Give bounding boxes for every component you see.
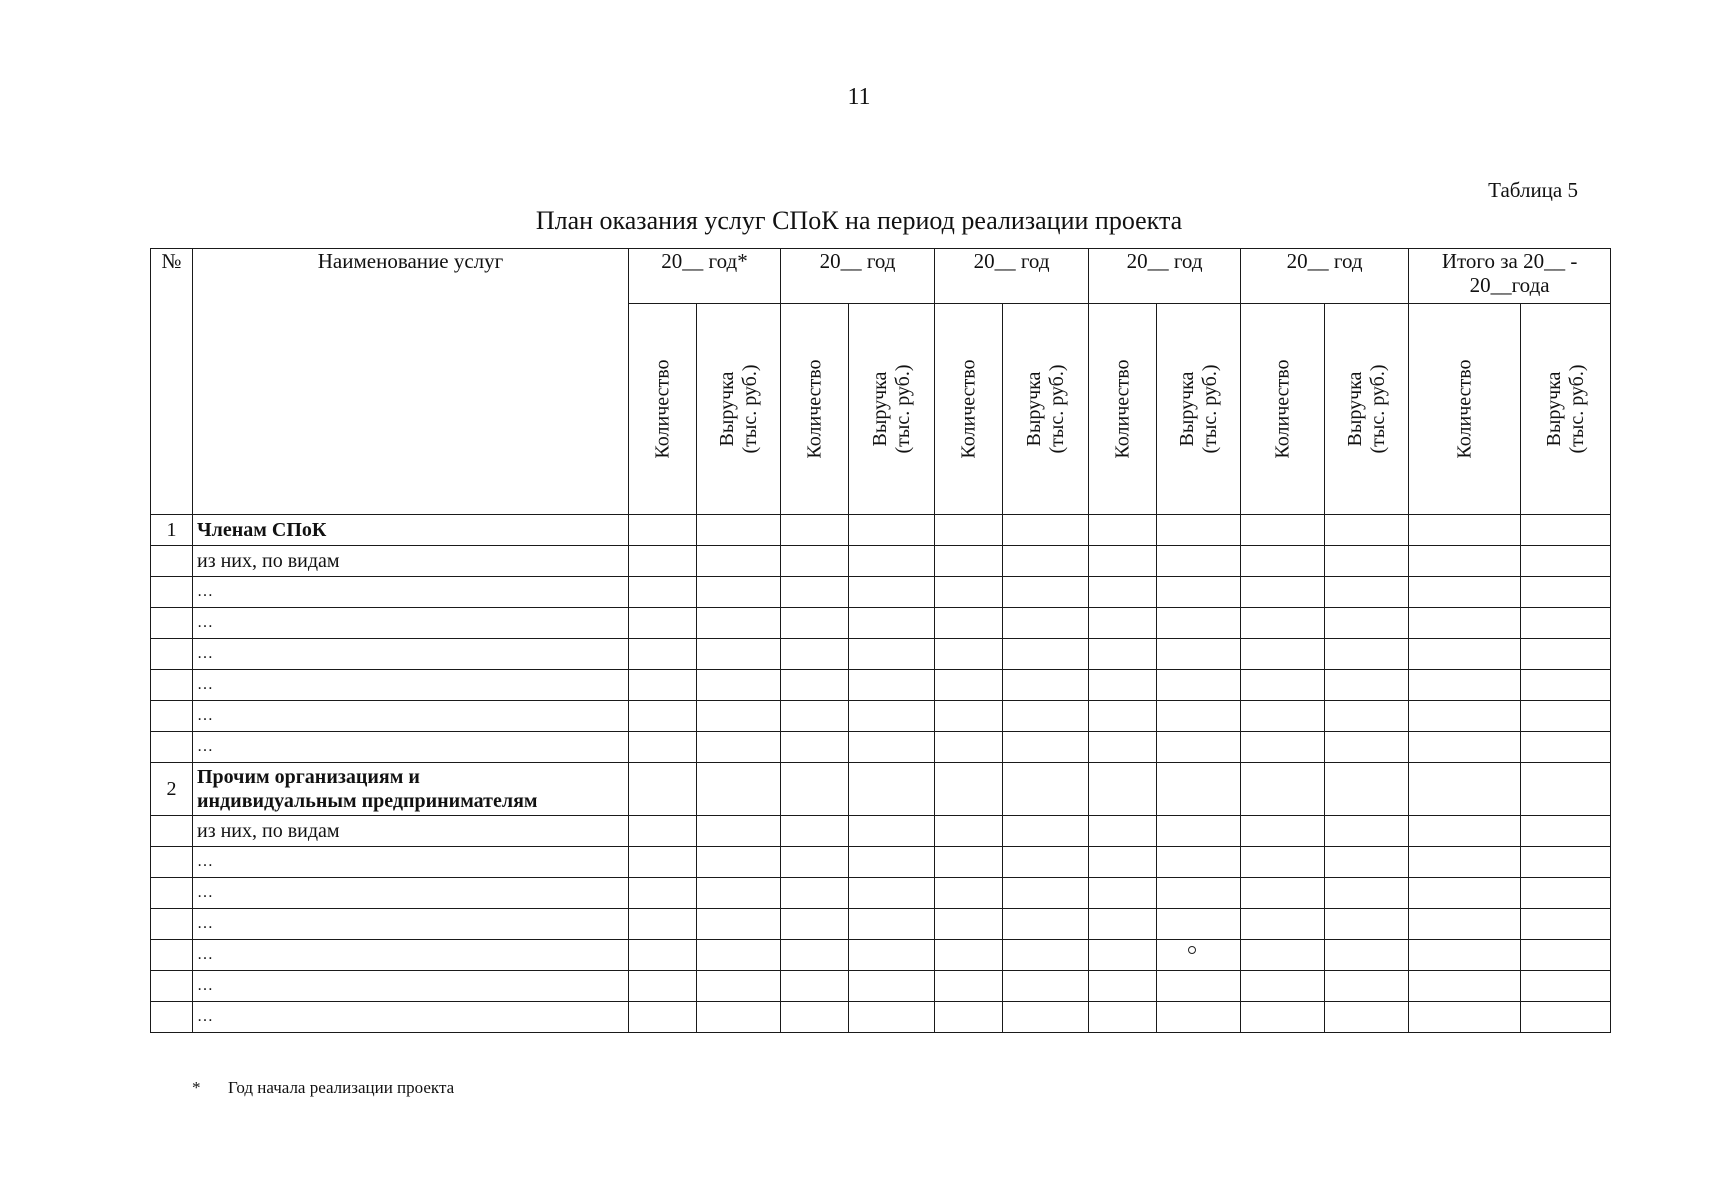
table-cell[interactable] bbox=[1089, 608, 1157, 639]
table-cell[interactable] bbox=[1241, 1002, 1325, 1033]
item-placeholder: … bbox=[193, 608, 629, 639]
table-cell[interactable] bbox=[849, 670, 935, 701]
item-placeholder: … bbox=[193, 1002, 629, 1033]
table-cell[interactable] bbox=[697, 847, 781, 878]
table-cell[interactable] bbox=[849, 940, 935, 971]
table-cell[interactable] bbox=[1089, 639, 1157, 670]
row-number-empty bbox=[151, 971, 193, 1002]
table-cell[interactable] bbox=[1325, 515, 1409, 546]
table-cell[interactable] bbox=[849, 577, 935, 608]
table-cell[interactable] bbox=[1157, 701, 1241, 732]
table-cell[interactable] bbox=[697, 816, 781, 847]
table-row bbox=[151, 909, 1611, 940]
table-cell[interactable] bbox=[849, 515, 935, 546]
table-cell[interactable] bbox=[1003, 670, 1089, 701]
table-cell[interactable] bbox=[1241, 763, 1325, 816]
table-cell[interactable] bbox=[849, 816, 935, 847]
table-cell[interactable] bbox=[697, 763, 781, 816]
table-cell[interactable] bbox=[1157, 515, 1241, 546]
table-cell[interactable] bbox=[1157, 1002, 1241, 1033]
table-cell[interactable] bbox=[781, 732, 849, 763]
header-total bbox=[1409, 249, 1611, 304]
table-cell[interactable] bbox=[1409, 909, 1521, 940]
table-cell[interactable] bbox=[1157, 608, 1241, 639]
table-cell[interactable] bbox=[1089, 763, 1157, 816]
item-placeholder: … bbox=[193, 732, 629, 763]
header-row-years bbox=[151, 249, 1611, 304]
table-row bbox=[151, 608, 1611, 639]
table-cell[interactable] bbox=[1409, 940, 1521, 971]
table-cell[interactable] bbox=[1003, 878, 1089, 909]
table-cell[interactable] bbox=[849, 1002, 935, 1033]
subheading-row bbox=[151, 546, 1611, 577]
table-cell[interactable] bbox=[1157, 940, 1241, 971]
table-cell[interactable] bbox=[781, 878, 849, 909]
table-cell[interactable] bbox=[629, 909, 697, 940]
table-cell[interactable] bbox=[1089, 909, 1157, 940]
table-cell[interactable] bbox=[935, 608, 1003, 639]
table-cell[interactable] bbox=[1089, 847, 1157, 878]
subheader-revenue: Выручка (тыс. руб.) bbox=[1157, 304, 1241, 515]
table-cell[interactable] bbox=[1003, 577, 1089, 608]
table-cell[interactable] bbox=[1089, 515, 1157, 546]
table-cell[interactable] bbox=[1325, 608, 1409, 639]
row-number-empty bbox=[151, 670, 193, 701]
table-cell[interactable] bbox=[629, 577, 697, 608]
table-cell[interactable] bbox=[1521, 878, 1611, 909]
table-cell[interactable] bbox=[1003, 971, 1089, 1002]
table-cell[interactable] bbox=[629, 763, 697, 816]
table-cell[interactable] bbox=[629, 878, 697, 909]
table-cell[interactable] bbox=[697, 608, 781, 639]
table-cell[interactable] bbox=[629, 515, 697, 546]
table-cell[interactable] bbox=[1521, 577, 1611, 608]
section-number: 1 bbox=[151, 515, 193, 546]
subheading-label: из них, по видам bbox=[193, 816, 629, 847]
table-cell[interactable] bbox=[1325, 971, 1409, 1002]
table-cell[interactable] bbox=[1003, 701, 1089, 732]
table-cell[interactable] bbox=[1521, 701, 1611, 732]
table-cell[interactable] bbox=[849, 608, 935, 639]
table-cell[interactable] bbox=[1521, 909, 1611, 940]
table-cell[interactable] bbox=[849, 546, 935, 577]
table-cell[interactable] bbox=[697, 732, 781, 763]
table-cell[interactable] bbox=[1325, 1002, 1409, 1033]
table-cell[interactable] bbox=[1089, 577, 1157, 608]
table-cell[interactable] bbox=[1409, 878, 1521, 909]
table-cell[interactable] bbox=[849, 909, 935, 940]
table-row bbox=[151, 971, 1611, 1002]
item-placeholder: … bbox=[193, 971, 629, 1002]
table-cell[interactable] bbox=[697, 546, 781, 577]
table-cell[interactable] bbox=[1409, 670, 1521, 701]
table-cell[interactable] bbox=[697, 940, 781, 971]
table-cell[interactable] bbox=[1325, 701, 1409, 732]
table-cell[interactable] bbox=[781, 909, 849, 940]
table-cell[interactable] bbox=[697, 577, 781, 608]
table-cell[interactable] bbox=[781, 546, 849, 577]
row-number-empty bbox=[151, 847, 193, 878]
row-number-empty bbox=[151, 546, 193, 577]
table-cell[interactable] bbox=[1521, 515, 1611, 546]
table-cell[interactable] bbox=[935, 971, 1003, 1002]
table-cell[interactable] bbox=[1089, 546, 1157, 577]
subheader-revenue: Выручка (тыс. руб.) bbox=[1521, 304, 1611, 515]
table-cell[interactable] bbox=[629, 639, 697, 670]
table-cell[interactable] bbox=[849, 763, 935, 816]
table-cell[interactable] bbox=[1325, 546, 1409, 577]
table-cell[interactable] bbox=[1157, 639, 1241, 670]
item-placeholder: … bbox=[193, 577, 629, 608]
stray-mark bbox=[1188, 946, 1196, 954]
table-cell[interactable] bbox=[697, 639, 781, 670]
row-number-empty bbox=[151, 878, 193, 909]
subheader-revenue: Выручка (тыс. руб.) bbox=[1325, 304, 1409, 515]
table-row bbox=[151, 847, 1611, 878]
table-cell[interactable] bbox=[1157, 577, 1241, 608]
table-cell[interactable] bbox=[697, 701, 781, 732]
table-cell[interactable] bbox=[1089, 732, 1157, 763]
row-number-empty bbox=[151, 1002, 193, 1033]
table-cell[interactable] bbox=[1521, 1002, 1611, 1033]
table-cell[interactable] bbox=[629, 1002, 697, 1033]
table-cell[interactable] bbox=[1241, 940, 1325, 971]
row-number-empty bbox=[151, 639, 193, 670]
table-cell[interactable] bbox=[629, 816, 697, 847]
item-placeholder: … bbox=[193, 670, 629, 701]
table-cell[interactable] bbox=[1003, 847, 1089, 878]
table-cell[interactable] bbox=[1521, 608, 1611, 639]
table-cell[interactable] bbox=[781, 971, 849, 1002]
table-cell[interactable] bbox=[629, 701, 697, 732]
header-service-name: Наименование услуг bbox=[193, 249, 629, 515]
item-placeholder: … bbox=[193, 701, 629, 732]
table-cell[interactable] bbox=[935, 732, 1003, 763]
table-cell[interactable] bbox=[935, 639, 1003, 670]
header-number: № bbox=[151, 249, 193, 515]
row-number-empty bbox=[151, 816, 193, 847]
table-cell[interactable] bbox=[1409, 816, 1521, 847]
table-cell[interactable] bbox=[935, 1002, 1003, 1033]
table-cell[interactable] bbox=[781, 670, 849, 701]
subheader-revenue: Выручка (тыс. руб.) bbox=[849, 304, 935, 515]
item-placeholder: … bbox=[193, 847, 629, 878]
table-cell[interactable] bbox=[1521, 847, 1611, 878]
table-cell[interactable] bbox=[1521, 940, 1611, 971]
subheading-row bbox=[151, 816, 1611, 847]
subheader-quantity: Количество bbox=[1089, 304, 1157, 515]
table-cell[interactable] bbox=[1409, 577, 1521, 608]
table-cell[interactable] bbox=[1241, 847, 1325, 878]
table-cell[interactable] bbox=[781, 847, 849, 878]
table-cell[interactable] bbox=[1241, 515, 1325, 546]
table-cell[interactable] bbox=[1157, 670, 1241, 701]
table-cell[interactable] bbox=[781, 515, 849, 546]
table-cell[interactable] bbox=[1409, 701, 1521, 732]
table-cell[interactable] bbox=[1003, 816, 1089, 847]
table-cell[interactable] bbox=[1241, 816, 1325, 847]
table-cell[interactable] bbox=[1409, 763, 1521, 816]
table-cell[interactable] bbox=[1089, 816, 1157, 847]
table-cell[interactable] bbox=[629, 971, 697, 1002]
footnote-text: Год начала реализации проекта bbox=[228, 1078, 455, 1097]
table-cell[interactable] bbox=[1157, 732, 1241, 763]
table-cell[interactable] bbox=[629, 546, 697, 577]
table-cell[interactable] bbox=[935, 909, 1003, 940]
table-cell[interactable] bbox=[1325, 670, 1409, 701]
table-cell[interactable] bbox=[849, 701, 935, 732]
section-name-line1: Членам СПоК bbox=[197, 519, 327, 541]
table-cell[interactable] bbox=[1521, 971, 1611, 1002]
table-cell[interactable] bbox=[1521, 670, 1611, 701]
table-row bbox=[151, 1002, 1611, 1033]
table-cell[interactable] bbox=[1089, 701, 1157, 732]
table-row bbox=[151, 732, 1611, 763]
subheader-quantity: Количество bbox=[781, 304, 849, 515]
table-cell[interactable] bbox=[781, 763, 849, 816]
table-cell[interactable] bbox=[1003, 608, 1089, 639]
table-cell[interactable] bbox=[1241, 608, 1325, 639]
item-placeholder: … bbox=[193, 878, 629, 909]
table-label: Таблица 5 bbox=[1488, 178, 1578, 202]
table-row bbox=[151, 577, 1611, 608]
table-cell[interactable] bbox=[781, 577, 849, 608]
table-cell[interactable] bbox=[1157, 816, 1241, 847]
table-cell[interactable] bbox=[1409, 1002, 1521, 1033]
table-cell[interactable] bbox=[1521, 546, 1611, 577]
table-cell[interactable] bbox=[1157, 971, 1241, 1002]
table-cell[interactable] bbox=[1325, 816, 1409, 847]
table-cell[interactable] bbox=[1089, 878, 1157, 909]
row-number-empty bbox=[151, 608, 193, 639]
table-cell[interactable] bbox=[697, 515, 781, 546]
header-year-3: 20__ год bbox=[935, 249, 1089, 304]
table-cell[interactable] bbox=[849, 639, 935, 670]
table-cell[interactable] bbox=[629, 847, 697, 878]
table-cell[interactable] bbox=[935, 816, 1003, 847]
table-cell[interactable] bbox=[1241, 971, 1325, 1002]
table-cell[interactable] bbox=[697, 909, 781, 940]
table-cell[interactable] bbox=[935, 940, 1003, 971]
table-cell[interactable] bbox=[1089, 940, 1157, 971]
table-cell[interactable] bbox=[849, 971, 935, 1002]
table-row bbox=[151, 639, 1611, 670]
table-cell[interactable] bbox=[935, 577, 1003, 608]
table-cell[interactable] bbox=[1241, 701, 1325, 732]
footnote-mark: * bbox=[192, 1078, 201, 1097]
row-number-empty bbox=[151, 577, 193, 608]
row-number-empty bbox=[151, 732, 193, 763]
table-cell[interactable] bbox=[1089, 670, 1157, 701]
header-total-line1: Итого за 20__ - bbox=[1441, 249, 1578, 273]
table-cell[interactable] bbox=[1003, 909, 1089, 940]
section-row bbox=[151, 515, 1611, 546]
table-cell[interactable] bbox=[935, 515, 1003, 546]
table-cell[interactable] bbox=[1241, 670, 1325, 701]
footnote bbox=[192, 1078, 454, 1098]
table-cell[interactable] bbox=[1003, 515, 1089, 546]
section-name-line2: индивидуальным предпринимателям bbox=[197, 790, 538, 812]
table-body bbox=[151, 515, 1611, 1033]
table-cell[interactable] bbox=[1241, 577, 1325, 608]
table-row bbox=[151, 701, 1611, 732]
section-name-line1: Прочим организациям и bbox=[197, 766, 420, 788]
table-cell[interactable] bbox=[1409, 971, 1521, 1002]
table-cell[interactable] bbox=[781, 816, 849, 847]
table-cell[interactable] bbox=[1003, 940, 1089, 971]
table-cell[interactable] bbox=[781, 1002, 849, 1033]
table-cell[interactable] bbox=[1409, 732, 1521, 763]
table-cell[interactable] bbox=[629, 940, 697, 971]
table-cell[interactable] bbox=[1409, 515, 1521, 546]
table-cell[interactable] bbox=[935, 701, 1003, 732]
table-cell[interactable] bbox=[935, 763, 1003, 816]
table-cell[interactable] bbox=[1241, 639, 1325, 670]
table-cell[interactable] bbox=[935, 878, 1003, 909]
table-cell[interactable] bbox=[781, 940, 849, 971]
table-cell[interactable] bbox=[849, 878, 935, 909]
table-cell[interactable] bbox=[1521, 763, 1611, 816]
table-cell[interactable] bbox=[1241, 878, 1325, 909]
header-year-2: 20__ год bbox=[781, 249, 935, 304]
table-cell[interactable] bbox=[1089, 1002, 1157, 1033]
table-cell[interactable] bbox=[1157, 909, 1241, 940]
table-cell[interactable] bbox=[1157, 763, 1241, 816]
table-cell[interactable] bbox=[1157, 847, 1241, 878]
table-cell[interactable] bbox=[781, 608, 849, 639]
table-cell[interactable] bbox=[849, 732, 935, 763]
table-cell[interactable] bbox=[781, 639, 849, 670]
table-cell[interactable] bbox=[1325, 639, 1409, 670]
table-cell[interactable] bbox=[629, 670, 697, 701]
header-total-line2: 20__года bbox=[1469, 273, 1550, 297]
table-cell[interactable] bbox=[697, 670, 781, 701]
subheader-quantity: Количество bbox=[629, 304, 697, 515]
table-cell[interactable] bbox=[1157, 546, 1241, 577]
table-cell[interactable] bbox=[849, 847, 935, 878]
service-plan-table bbox=[150, 248, 1611, 1033]
table-cell[interactable] bbox=[1409, 639, 1521, 670]
table-cell[interactable] bbox=[1241, 909, 1325, 940]
subheader-revenue: Выручка (тыс. руб.) bbox=[697, 304, 781, 515]
table-cell[interactable] bbox=[1409, 847, 1521, 878]
table-cell[interactable] bbox=[1521, 816, 1611, 847]
table-cell[interactable] bbox=[1325, 909, 1409, 940]
table-cell[interactable] bbox=[1157, 878, 1241, 909]
table-cell[interactable] bbox=[1325, 732, 1409, 763]
table-cell[interactable] bbox=[1089, 971, 1157, 1002]
table-cell[interactable] bbox=[1325, 940, 1409, 971]
table-cell[interactable] bbox=[1241, 546, 1325, 577]
table-cell[interactable] bbox=[1003, 639, 1089, 670]
item-placeholder: … bbox=[193, 639, 629, 670]
table-cell[interactable] bbox=[1409, 546, 1521, 577]
section-name bbox=[193, 515, 629, 546]
subheader-revenue: Выручка (тыс. руб.) bbox=[1003, 304, 1089, 515]
row-number-empty bbox=[151, 940, 193, 971]
item-placeholder: … bbox=[193, 940, 629, 971]
section-row bbox=[151, 763, 1611, 816]
table-cell[interactable] bbox=[1003, 763, 1089, 816]
table-cell[interactable] bbox=[1003, 732, 1089, 763]
table-cell[interactable] bbox=[1521, 639, 1611, 670]
table-cell[interactable] bbox=[1325, 878, 1409, 909]
table-cell[interactable] bbox=[935, 546, 1003, 577]
table-cell[interactable] bbox=[1409, 608, 1521, 639]
table-cell[interactable] bbox=[629, 608, 697, 639]
table-cell[interactable] bbox=[1003, 546, 1089, 577]
table-cell[interactable] bbox=[697, 1002, 781, 1033]
subheading-label: из них, по видам bbox=[193, 546, 629, 577]
table-cell[interactable] bbox=[1325, 763, 1409, 816]
table-cell[interactable] bbox=[1003, 1002, 1089, 1033]
subheader-quantity: Количество bbox=[1409, 304, 1521, 515]
table-row bbox=[151, 670, 1611, 701]
item-placeholder: … bbox=[193, 909, 629, 940]
document-title: План оказания услуг СПоК на период реализации проекта bbox=[535, 206, 1183, 235]
header-year-1: 20__ год* bbox=[629, 249, 781, 304]
table-cell[interactable] bbox=[781, 701, 849, 732]
subheader-quantity: Количество bbox=[1241, 304, 1325, 515]
table-cell[interactable] bbox=[1325, 847, 1409, 878]
table-cell[interactable] bbox=[935, 847, 1003, 878]
row-number-empty bbox=[151, 909, 193, 940]
table-cell[interactable] bbox=[1241, 732, 1325, 763]
table-cell[interactable] bbox=[697, 878, 781, 909]
section-name bbox=[193, 763, 629, 816]
table-row bbox=[151, 878, 1611, 909]
page-number: 11 bbox=[847, 84, 871, 110]
table-row bbox=[151, 940, 1611, 971]
header-year-5: 20__ год bbox=[1241, 249, 1409, 304]
table-cell[interactable] bbox=[629, 732, 697, 763]
table-cell[interactable] bbox=[1521, 732, 1611, 763]
table-cell[interactable] bbox=[935, 670, 1003, 701]
header-year-4: 20__ год bbox=[1089, 249, 1241, 304]
row-number-empty bbox=[151, 701, 193, 732]
subheader-quantity: Количество bbox=[935, 304, 1003, 515]
table-cell[interactable] bbox=[1325, 577, 1409, 608]
section-number: 2 bbox=[151, 763, 193, 816]
table-cell[interactable] bbox=[697, 971, 781, 1002]
